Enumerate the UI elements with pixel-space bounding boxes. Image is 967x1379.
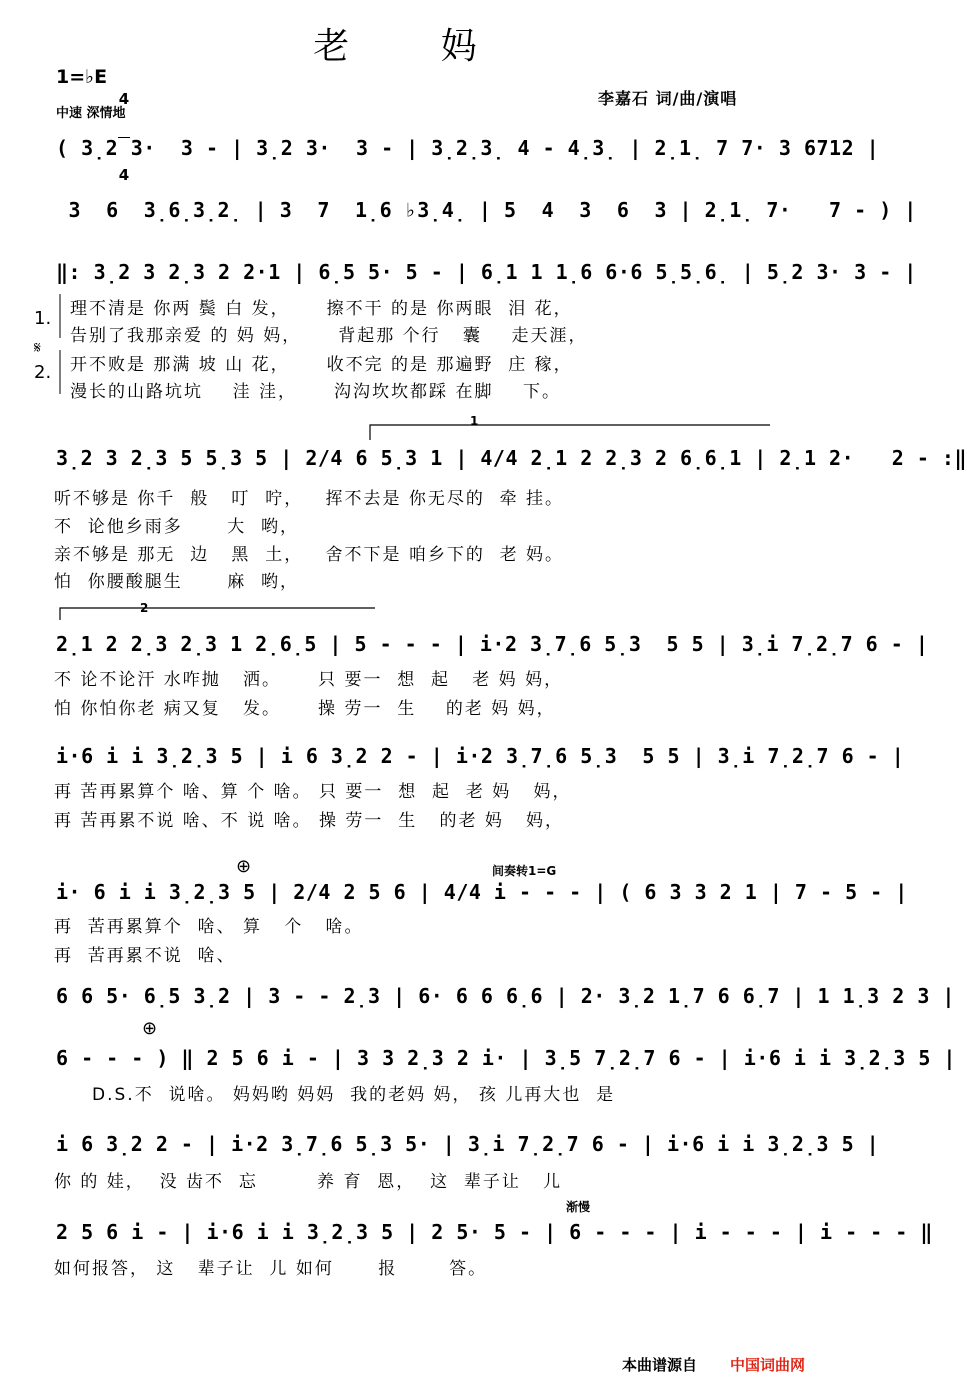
lyric-verse1-a: 理不清是 你两 鬓 白 发， 擦不干 的是 你两眼 泪 花， [70, 299, 573, 319]
verse-number-1: 1. [34, 308, 52, 329]
footer-site-link[interactable]: 中国词曲网 [730, 1356, 806, 1374]
lyric-line7-b: 再 苦再累不说 啥、 [54, 946, 236, 966]
staff-line-10: i 6 3̣2 2 - | i·2 3̣7̣6 5̣3 5· | 3̣i 7̣2̣7 6 - | i·6 i i 3̣2̣3 5 | [56, 1132, 880, 1156]
lyric-verse2-a: 开不败是 那满 坡 山 花， 收不完 的是 那遍野 庄 稼， [70, 355, 573, 375]
coda-icon: ⊕ [236, 856, 252, 877]
song-title: 老 妈 [313, 26, 517, 67]
ending-2-label: 2 [140, 601, 149, 615]
staff-line-5: 2̣1 2 2̣3 2̣3 1 2̣6̣5 | 5 - - - | i·2 3̣7̣6 5̣3 5 5 | 3̣i 7̣2̣7 6 - | [56, 632, 929, 656]
footer-source: 本曲谱源自 [622, 1356, 698, 1374]
ritardando-marking: 渐慢 [566, 1200, 591, 1214]
verse-number-2: 2. [34, 362, 52, 383]
lyric-line6-b: 再 苦再累不说 啥、不 说 啥。 操 劳一 生 的老 妈 妈， [54, 811, 565, 831]
staff-intro-2: 3 6 3̣6̣3̣2̣ | 3 7 1̣6 ♭3̣4̣ | 5 4 3 6 3 | 2̣1̣ 7· 7 - ) | [56, 198, 917, 222]
key-signature: 1=♭E [56, 66, 108, 88]
coda-icon-2: ⊕ [142, 1018, 158, 1039]
staff-line-7: i· 6 i i 3̣2̣3 5 | 2/4 2 5 6 | 4/4 i - - - | ( 6 3 3 2 1 | 7 - 5 - | [56, 880, 908, 904]
lyric-line4-b: 不 论他乡雨多 大 哟， [54, 517, 300, 537]
meter-top: 4 [118, 90, 130, 108]
lyric-line5-a: 不 论不论汗 水咋抛 洒。 只 要一 想 起 老 妈 妈， [54, 670, 564, 690]
staff-verse: ‖: 3̣2 3 2̣3 2 2·1 | 6̣5 5· 5 - | 6̣1 1 1̣6 6·6 5̣5̣6̣ | 5̣2 3· 3 - | [56, 260, 917, 284]
credits: 李嘉石 词/曲/演唱 [598, 89, 738, 108]
segno-icon: 𝄋 [34, 338, 41, 357]
staff-intro-1: ( 3̣2 3· 3 - | 3̣2 3· 3 - | 3̣2̣3̣ 4 - 4̣3̣ | 2̣1̣ 7 7· 3 6712 | [56, 136, 880, 160]
lyric-line4-c: 亲不够是 那无 边 黑 土， 舍不下是 咱乡下的 老 妈。 [54, 545, 565, 565]
staff-line-11: 2 5 6 i - | i·6 i i 3̣2̣3 5 | 2 5· 5 - | 6 - - - | i - - - | i - - - ‖ [56, 1220, 933, 1244]
staff-line-8: 6 6 5· 6̣5 3̣2 | 3 - - 2̣3 | 6· 6 6 6̣6 | 2· 3̣2 1̣7 6 6̣7 | 1 1̣3 2 3 | [56, 984, 955, 1008]
lyric-line7-a: 再 苦再累算个 啥、 算 个 啥。 [54, 917, 364, 937]
lyric-line9: D.S.不 说啥。 妈妈哟 妈妈 我的老妈 妈， 孩 儿再大也 是 [92, 1085, 616, 1105]
lyric-verse2-b: 漫长的山路坑坑 洼 洼， 沟沟坎坎都踩 在脚 下。 [70, 382, 562, 402]
lyric-line4-d: 怕 你腰酸腿生 麻 哟， [54, 572, 300, 592]
lyric-line10: 你 的 娃， 没 齿不 忘 养 育 恩， 这 辈子让 儿 [54, 1172, 563, 1192]
staff-line-4: 3̣2 3 2̣3 5 5̣3 5 | 2/4 6 5̣3 1 | 4/4 2̣1 2 2̣3 2 6̣6̣1 | 2̣1 2· 2 - :‖ [56, 446, 967, 470]
lyric-verse1-b: 告别了我那亲爱 的 妈 妈， 背起那 个行 囊 走天涯， [70, 326, 588, 346]
lyric-line5-b: 怕 你怕你老 病又复 发。 操 劳一 生 的老 妈 妈， [54, 699, 556, 719]
meter-bottom: 4 [118, 166, 130, 184]
tempo-marking: 中速 深情地 [56, 106, 126, 121]
staff-line-9: 6 - - - ) ‖ 2 5 6 i - | 3 3 2̣3 2 i· | 3̣5 7̣2̣7 6 - | i·6 i i 3̣2̣3 5 | [56, 1046, 956, 1070]
lyric-line6-a: 再 苦再累算个 啥、算 个 啥。 只 要一 想 起 老 妈 妈， [54, 782, 572, 802]
staff-line-6: i·6 i i 3̣2̣3 5 | i 6 3̣2 2 - | i·2 3̣7̣6 5̣3 5 5 | 3̣i 7̣2̣7 6 - | [56, 744, 905, 768]
lyric-line4-a: 听不够是 你千 般 叮 咛， 挥不去是 你无尽的 牵 挂。 [54, 489, 565, 509]
lyric-line11: 如何报答， 这 辈子让 儿 如何 报 答。 [54, 1259, 488, 1279]
ending-1-label: 1 [470, 414, 479, 428]
interlude-marking: 间奏转1=G [492, 864, 557, 878]
